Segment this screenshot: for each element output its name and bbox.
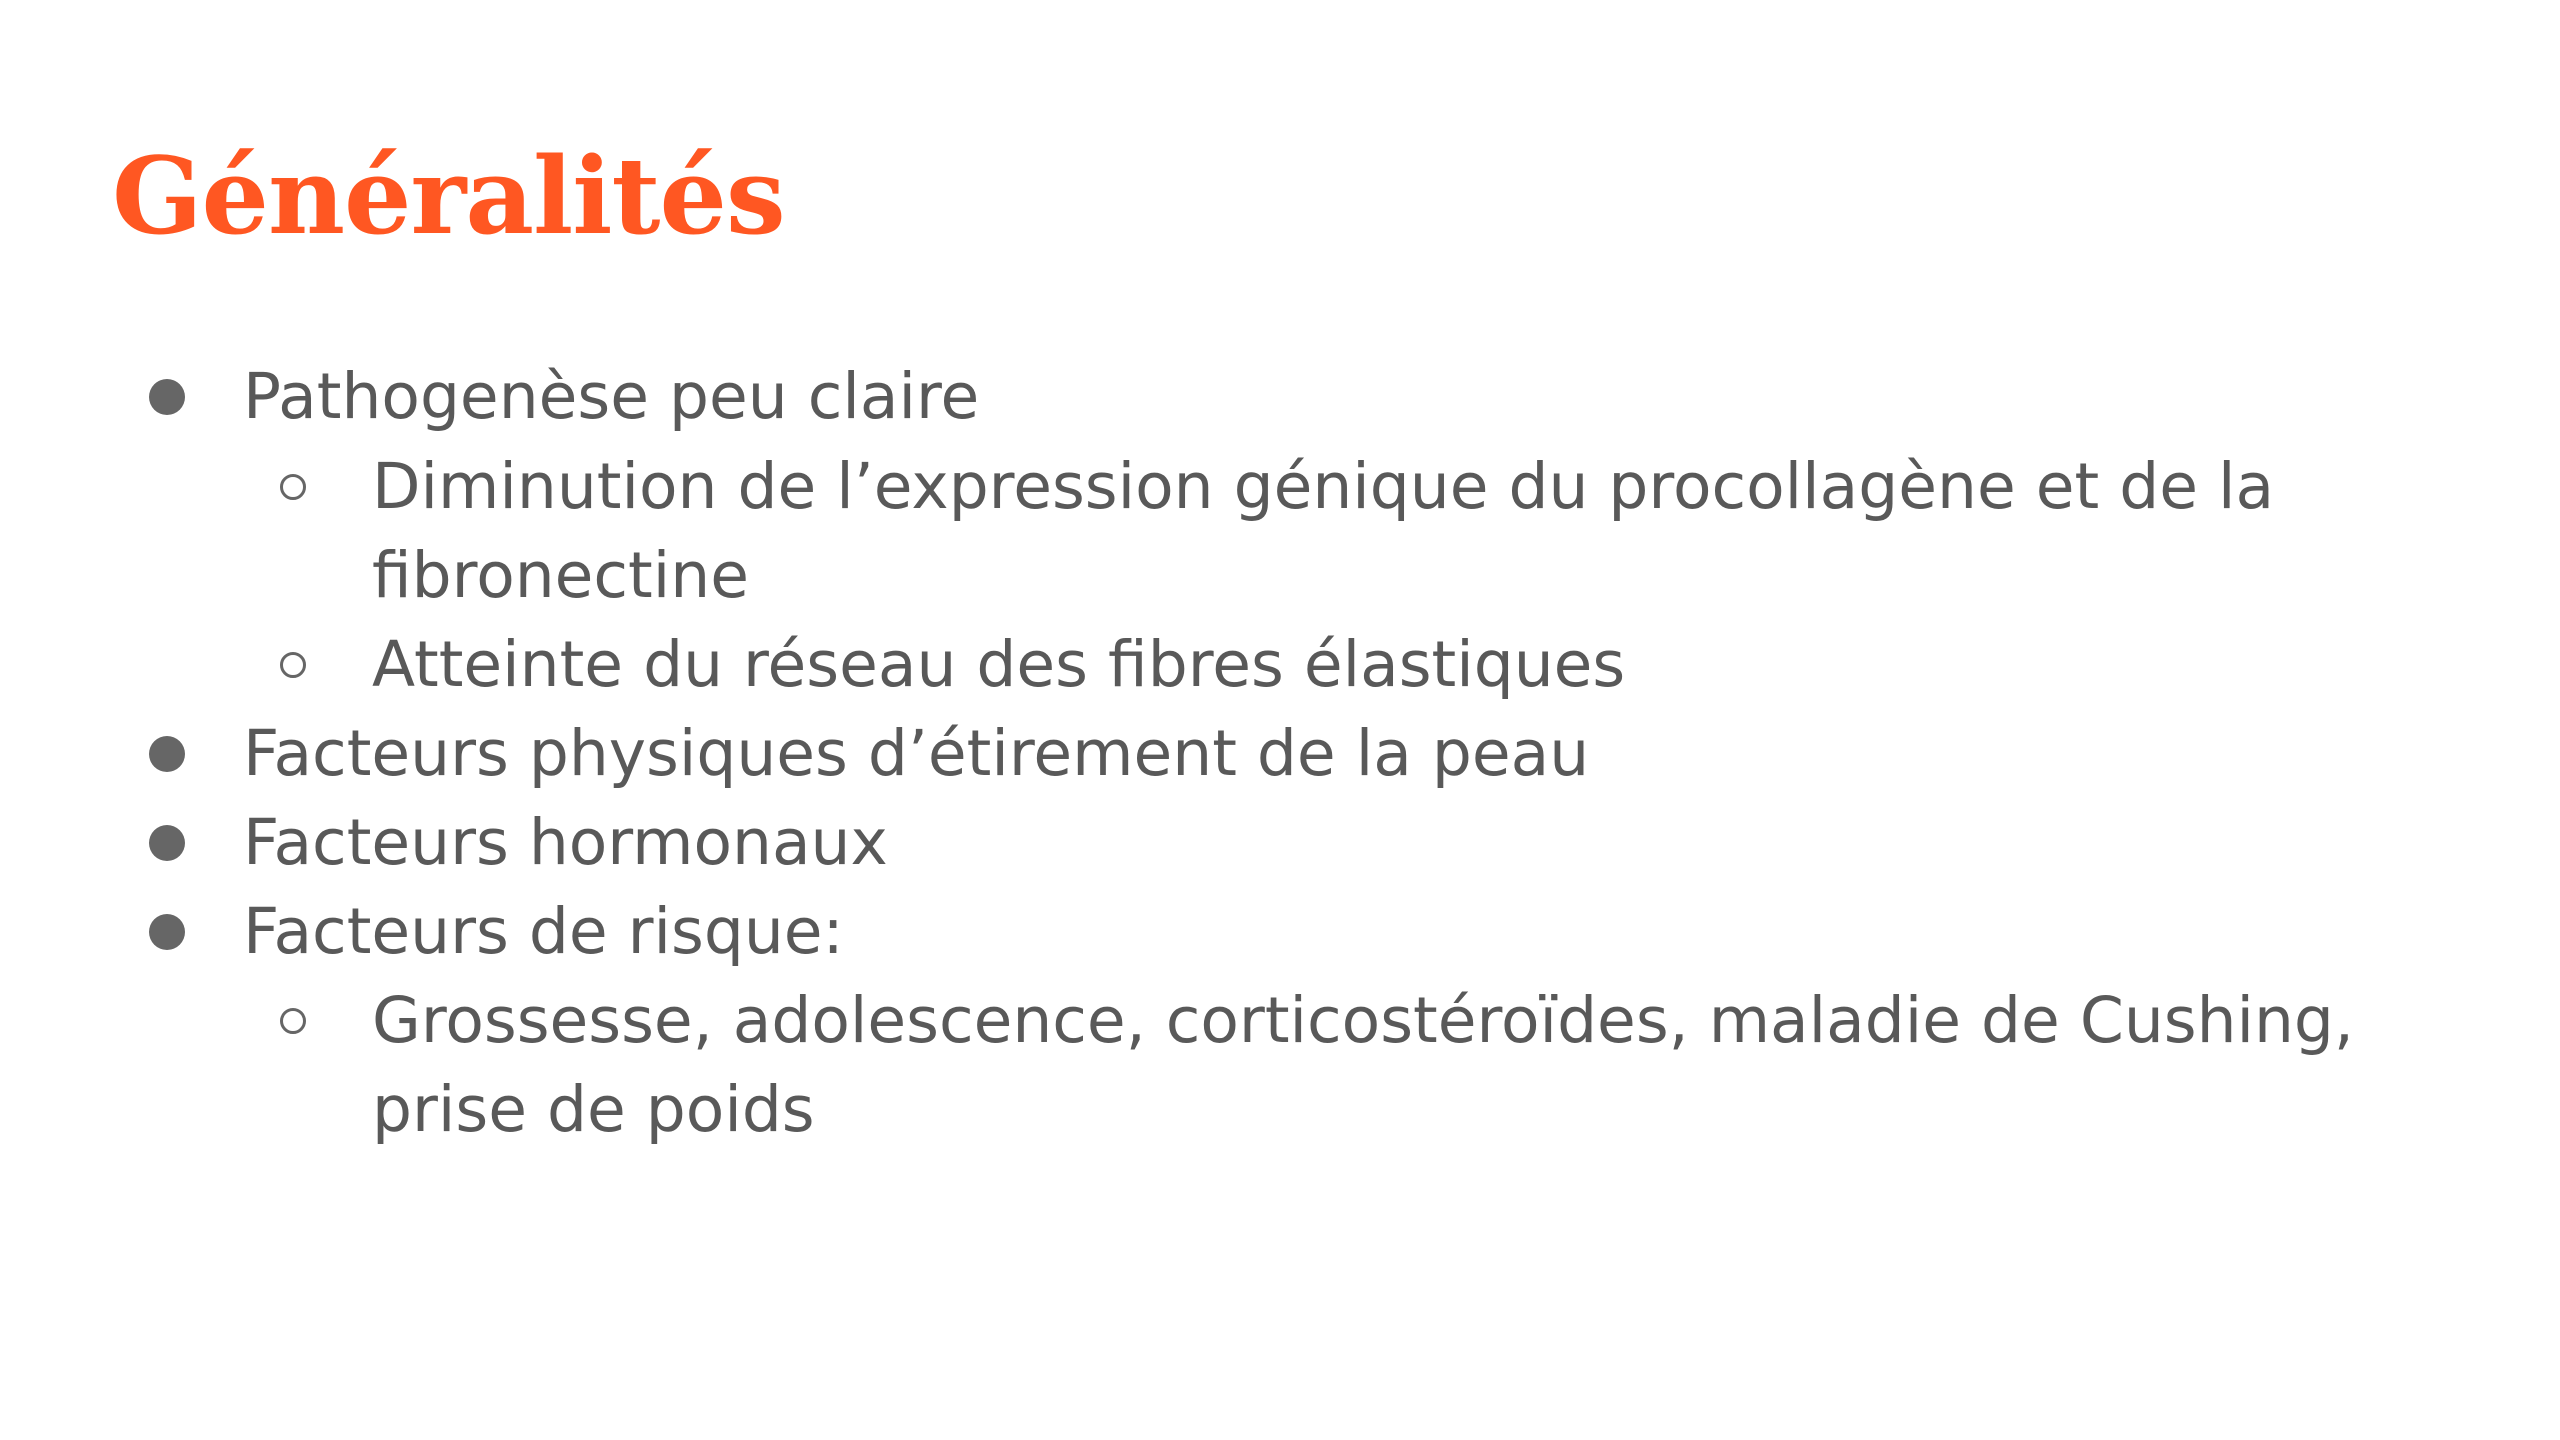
bullet-text-line: Grossesse, adolescence, corticostéroïdes, maladie de Cushing, [372, 984, 2354, 1057]
slide-title: Généralités [112, 133, 785, 258]
bullet-text-line: Diminution de l’expression génique du procollagène et de la [372, 450, 2275, 523]
bullet-text: Facteurs hormonaux [243, 806, 888, 879]
bullet-text: Pathogenèse peu claire [243, 360, 980, 433]
hollow-bullet-icon [280, 652, 306, 678]
bullet-text: Facteurs physiques d’étirement de la peau [243, 717, 1590, 790]
filled-bullet-icon [149, 736, 185, 772]
bullet-text: Facteurs de risque: [243, 895, 844, 968]
filled-bullet-icon [149, 379, 185, 415]
hollow-bullet-icon [280, 1008, 306, 1034]
filled-bullet-icon [149, 825, 185, 861]
filled-bullet-icon [149, 914, 185, 950]
hollow-bullet-icon [280, 474, 306, 500]
bullet-text-line: fibronectine [372, 539, 749, 612]
bullet-text: Atteinte du réseau des fibres élastiques [372, 628, 1626, 701]
bullet-text-line: prise de poids [372, 1073, 815, 1146]
